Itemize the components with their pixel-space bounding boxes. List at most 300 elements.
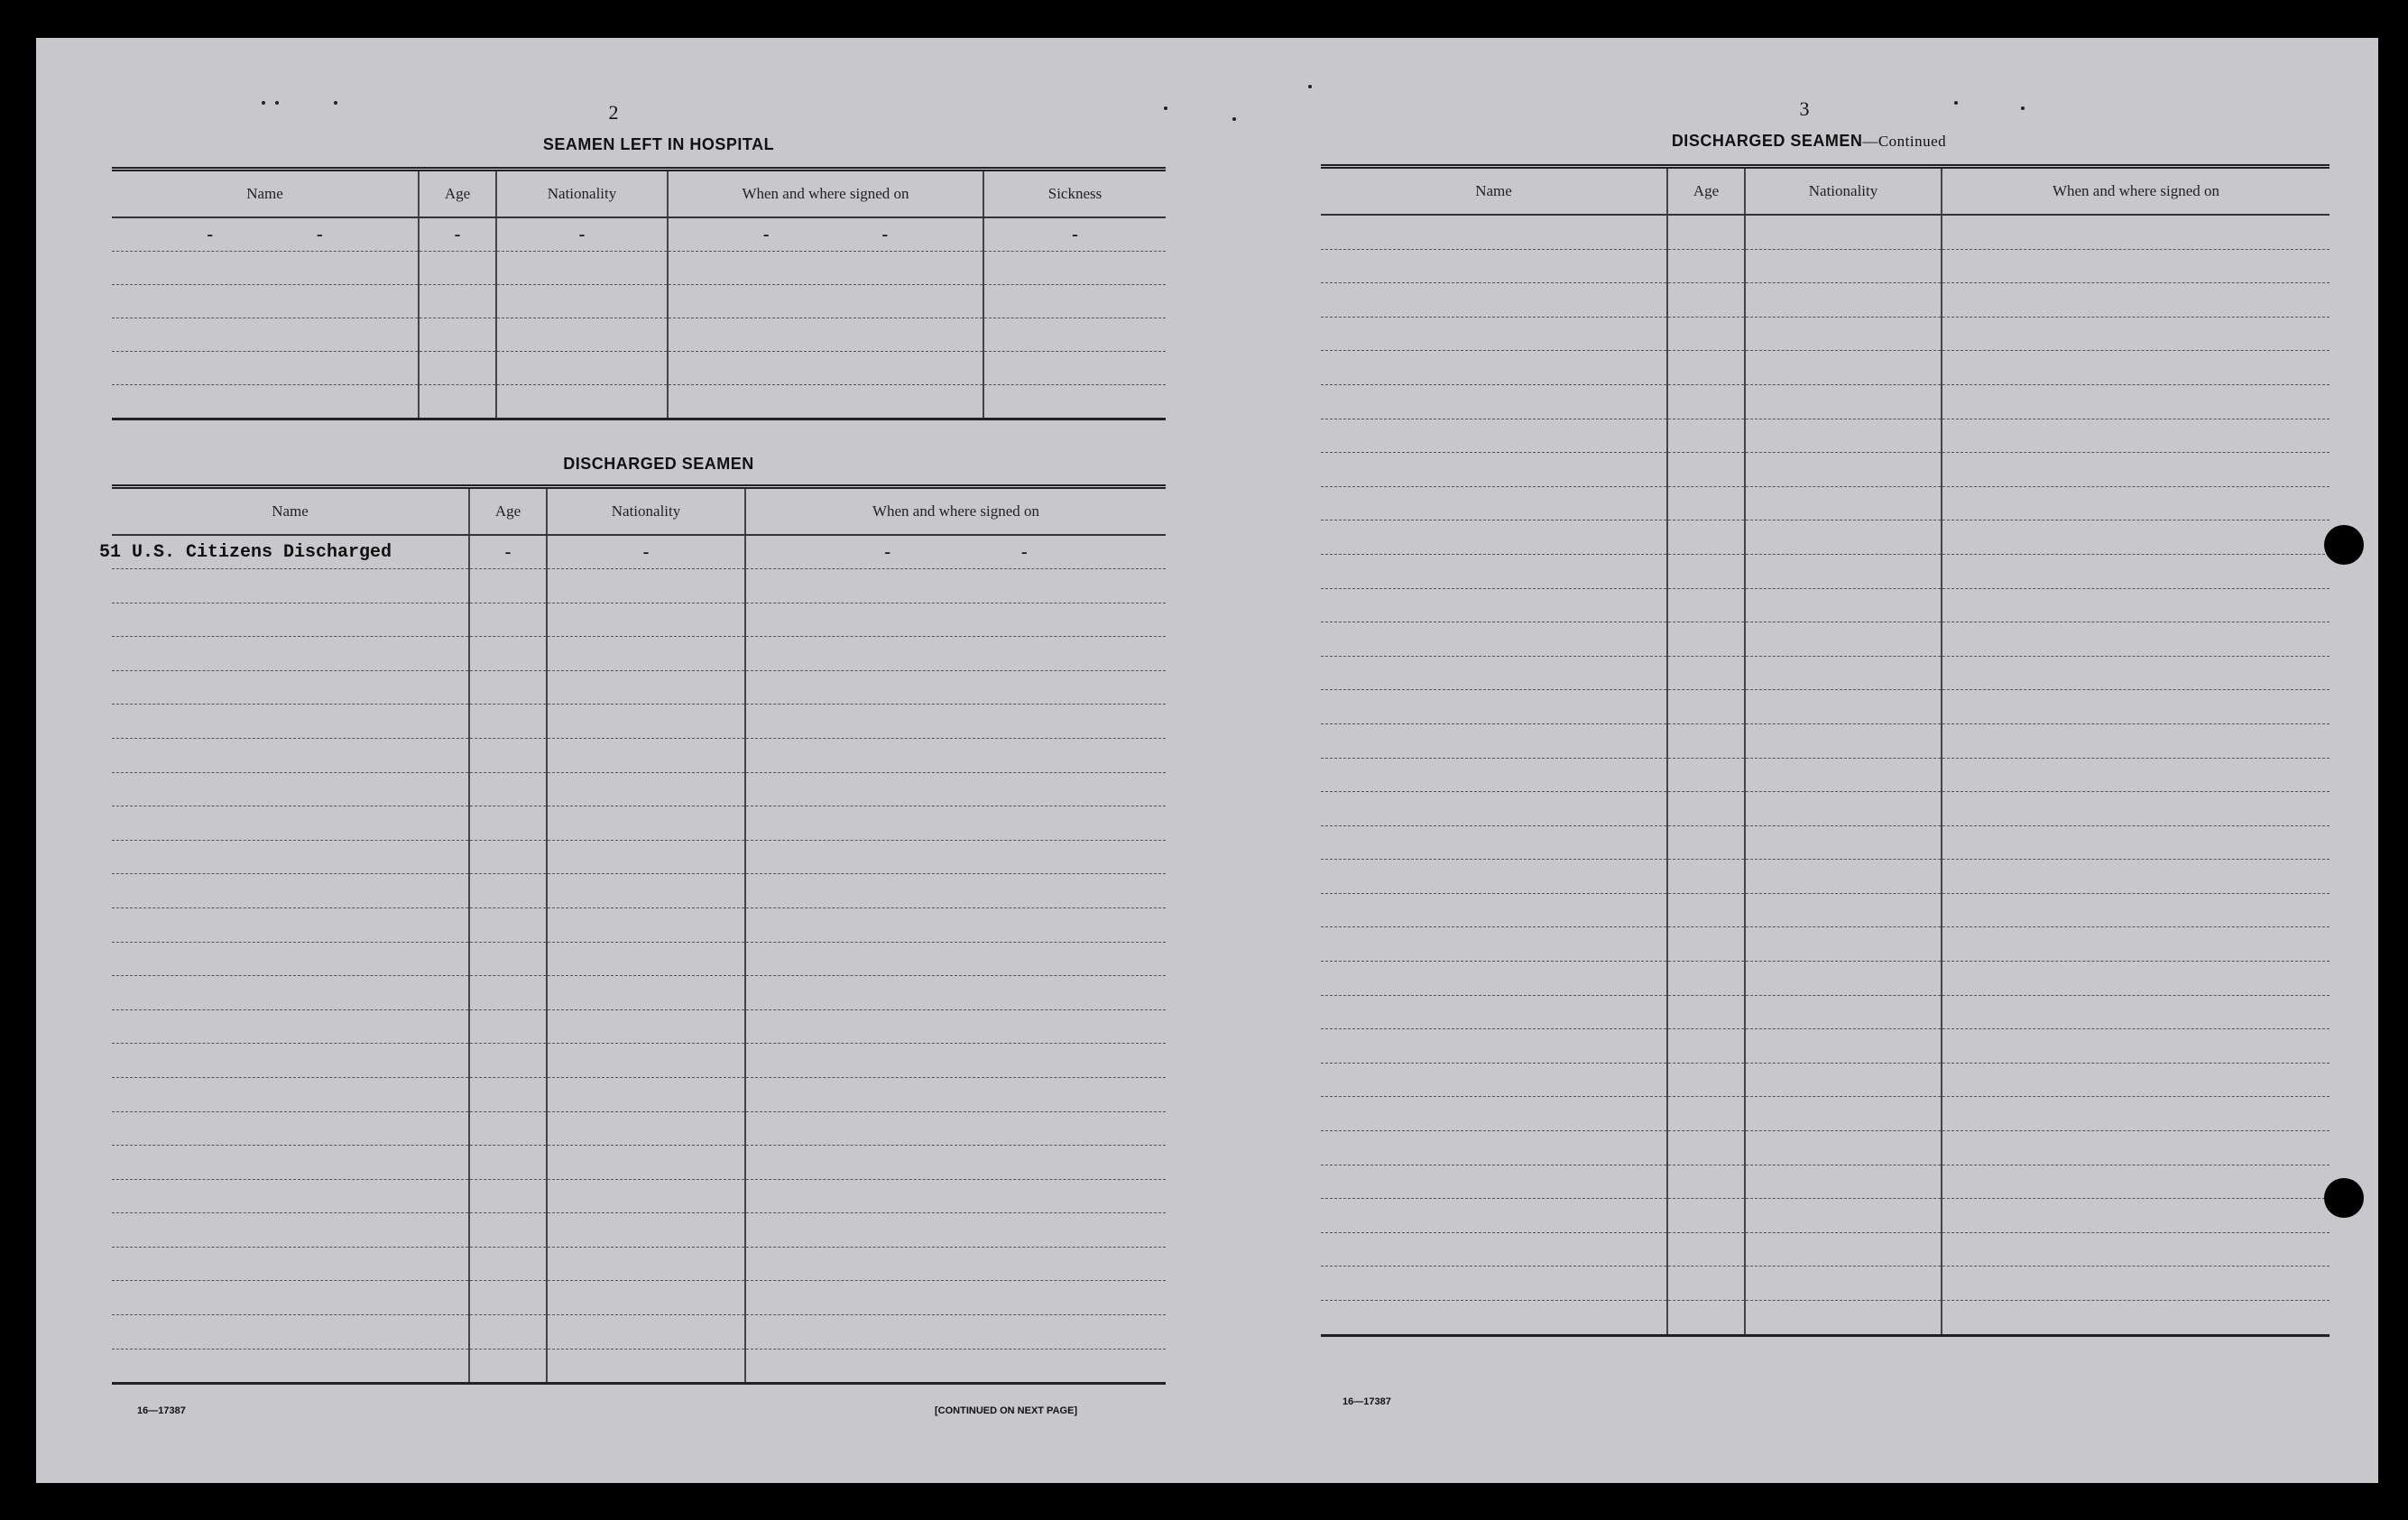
table-cell	[1745, 825, 1942, 860]
col-header-name: Name	[112, 170, 419, 218]
table-row	[112, 1009, 1166, 1044]
hospital-table	[112, 167, 1166, 420]
table-cell	[547, 1044, 745, 1078]
table-cell	[1667, 249, 1745, 283]
table-cell	[1667, 622, 1745, 657]
table-row	[1321, 1131, 2330, 1165]
table-cell	[1321, 995, 1667, 1029]
table-cell	[469, 907, 547, 942]
table-row	[112, 1077, 1166, 1111]
table-cell	[1745, 1097, 1942, 1131]
right-section-title	[1435, 132, 2183, 151]
table-cell	[1321, 792, 1667, 826]
table-cell	[1667, 1267, 1745, 1301]
table-cell	[745, 738, 1166, 772]
table-row	[1321, 1063, 2330, 1097]
table-cell	[1942, 927, 2330, 962]
table-cell	[1745, 690, 1942, 724]
table-cell	[1321, 384, 1667, 419]
print-code: 16—17387	[137, 1405, 186, 1416]
table-cell	[112, 670, 469, 705]
paper-speck	[1164, 106, 1167, 110]
page-number: 2	[608, 101, 619, 124]
discharged-section-title: DISCHARGED SEAMEN	[563, 455, 754, 473]
table-cell	[547, 705, 745, 739]
table-cell	[1667, 995, 1745, 1029]
table-row	[1321, 249, 2330, 283]
table-cell	[469, 874, 547, 908]
table-cell	[1667, 1232, 1745, 1267]
table-cell	[469, 670, 547, 705]
table-cell	[1321, 453, 1667, 487]
table-row	[1321, 384, 2330, 419]
table-row	[1321, 215, 2330, 249]
table-row	[112, 874, 1166, 908]
table-cell	[1667, 317, 1745, 351]
table-cell	[469, 1146, 547, 1180]
table-cell	[1745, 1131, 1942, 1165]
table-cell: - -	[745, 535, 1166, 569]
table-cell	[1321, 1301, 1667, 1336]
table-cell	[1745, 860, 1942, 894]
table-cell	[1667, 690, 1745, 724]
table-cell	[1667, 962, 1745, 996]
table-cell	[1321, 554, 1667, 588]
table-cell	[1321, 1267, 1667, 1301]
table-cell	[1942, 1029, 2330, 1064]
table-cell	[469, 1349, 547, 1384]
table-row	[112, 907, 1166, 942]
table-cell	[469, 942, 547, 976]
table-cell	[1667, 860, 1745, 894]
table-cell	[112, 874, 469, 908]
table-cell	[1321, 419, 1667, 453]
table-cell	[469, 1315, 547, 1350]
table-cell	[1942, 723, 2330, 758]
table-cell	[1321, 249, 1667, 283]
punch-hole	[2324, 525, 2364, 565]
table-row	[1321, 825, 2330, 860]
table-cell	[1321, 1063, 1667, 1097]
table-row	[1321, 893, 2330, 927]
table-cell	[469, 738, 547, 772]
table-cell	[112, 603, 469, 637]
table-row	[112, 1146, 1166, 1180]
table-cell	[469, 1111, 547, 1146]
table-cell	[1667, 486, 1745, 520]
table-row	[112, 535, 1166, 569]
table-cell	[547, 772, 745, 806]
table-cell	[1745, 588, 1942, 622]
table-cell	[745, 772, 1166, 806]
table-cell	[112, 772, 469, 806]
paper-speck	[1954, 101, 1958, 105]
table-row	[1321, 1232, 2330, 1267]
col-header-signed-on: When and where signed on	[1942, 167, 2330, 216]
table-cell	[745, 1315, 1166, 1350]
table-cell	[1321, 1232, 1667, 1267]
table-cell	[1942, 520, 2330, 555]
table-cell	[547, 603, 745, 637]
col-header-age: Age	[1667, 167, 1745, 216]
table-cell	[469, 1009, 547, 1044]
table-row	[112, 1179, 1166, 1213]
table-cell	[469, 1247, 547, 1281]
table-cell	[745, 840, 1166, 874]
table-cell	[547, 1077, 745, 1111]
paper-speck	[334, 101, 337, 105]
table-row	[112, 385, 1166, 419]
table-cell: -	[469, 535, 547, 569]
table-cell	[469, 569, 547, 603]
table-row	[112, 738, 1166, 772]
table-cell	[547, 1281, 745, 1315]
table-cell	[1745, 419, 1942, 453]
table-cell	[547, 942, 745, 976]
table-cell	[1745, 758, 1942, 792]
table-row	[1321, 656, 2330, 690]
table-cell	[1321, 1097, 1667, 1131]
table-cell	[745, 1009, 1166, 1044]
discharged-table	[99, 484, 1166, 1385]
right-section-title-suffix: —Continued	[1862, 133, 1947, 150]
page-number: 3	[1799, 97, 1810, 120]
print-code: 16—17387	[1342, 1396, 1391, 1407]
table-cell	[1321, 317, 1667, 351]
col-header-name: Name	[112, 487, 469, 536]
table-cell	[1667, 1131, 1745, 1165]
table-cell	[547, 1247, 745, 1281]
table-cell	[1942, 453, 2330, 487]
table-cell	[1942, 215, 2330, 249]
table-cell	[1942, 1165, 2330, 1199]
table-cell	[745, 569, 1166, 603]
table-cell	[1745, 995, 1942, 1029]
table-cell	[1745, 622, 1942, 657]
table-row	[1321, 622, 2330, 657]
continued-note: [CONTINUED ON NEXT PAGE]	[935, 1405, 1078, 1416]
table-row	[1321, 1267, 2330, 1301]
table-cell	[547, 1146, 745, 1180]
table-cell	[112, 942, 469, 976]
table-cell	[547, 1179, 745, 1213]
table-cell	[547, 976, 745, 1010]
table-cell	[1942, 656, 2330, 690]
table-cell	[1321, 588, 1667, 622]
table-cell	[745, 1213, 1166, 1248]
table-cell	[1942, 962, 2330, 996]
table-row	[112, 603, 1166, 637]
table-cell	[469, 1213, 547, 1248]
punch-hole	[2324, 1178, 2364, 1218]
table-row	[112, 705, 1166, 739]
table-cell	[1942, 690, 2330, 724]
paper-speck	[2021, 106, 2025, 110]
table-cell	[1745, 1199, 1942, 1233]
table-row	[1321, 351, 2330, 385]
table-cell: -	[419, 217, 496, 252]
table-cell	[547, 738, 745, 772]
table-cell	[1321, 1029, 1667, 1064]
table-row	[1321, 927, 2330, 962]
table-cell	[469, 1179, 547, 1213]
table-cell	[547, 907, 745, 942]
table-cell	[1745, 1029, 1942, 1064]
table-row	[1321, 554, 2330, 588]
table-cell	[745, 806, 1166, 841]
table-cell	[1667, 283, 1745, 318]
table-cell	[1321, 723, 1667, 758]
hospital-section-title: SEAMEN LEFT IN HOSPITAL	[542, 135, 775, 153]
table-cell	[745, 1247, 1166, 1281]
table-cell	[1667, 1301, 1745, 1336]
table-cell: -	[547, 535, 745, 569]
table-row	[1321, 1097, 2330, 1131]
table-cell	[1667, 215, 1745, 249]
table-cell	[112, 806, 469, 841]
table-cell	[1321, 351, 1667, 385]
table-cell	[1667, 1165, 1745, 1199]
table-cell	[745, 1146, 1166, 1180]
table-cell	[1667, 453, 1745, 487]
col-header-name: Name	[1321, 167, 1667, 216]
table-cell	[1321, 758, 1667, 792]
table-cell	[112, 1044, 469, 1078]
table-cell	[1745, 1232, 1942, 1267]
table-cell	[469, 772, 547, 806]
table-cell	[1321, 656, 1667, 690]
table-cell	[112, 705, 469, 739]
table-cell	[1667, 520, 1745, 555]
discharged-continued-table	[1321, 164, 2330, 1337]
table-cell	[745, 603, 1166, 637]
table-cell	[112, 1349, 469, 1384]
table-cell	[1942, 1301, 2330, 1336]
table-row	[1321, 317, 2330, 351]
table-cell	[745, 705, 1166, 739]
table-row	[1321, 690, 2330, 724]
col-header-signed-on: When and where signed on	[745, 487, 1166, 536]
discharge-entry: 51 U.S. Citizens Discharged	[99, 535, 457, 569]
table-cell	[547, 1349, 745, 1384]
table-row	[112, 1111, 1166, 1146]
table-cell	[1321, 486, 1667, 520]
table-cell	[112, 976, 469, 1010]
table-cell	[1667, 419, 1745, 453]
table-cell	[1667, 758, 1745, 792]
table-cell	[547, 1009, 745, 1044]
table-row	[1321, 419, 2330, 453]
table-cell	[1745, 723, 1942, 758]
table-cell	[1321, 825, 1667, 860]
table-row	[112, 318, 1166, 352]
table-row	[112, 1247, 1166, 1281]
table-row	[1321, 860, 2330, 894]
table-cell	[1321, 690, 1667, 724]
col-header-nationality: Nationality	[547, 487, 745, 536]
table-cell	[547, 806, 745, 841]
table-row	[112, 1281, 1166, 1315]
table-row	[1321, 1029, 2330, 1064]
table-cell	[745, 1044, 1166, 1078]
table-cell	[469, 1044, 547, 1078]
table-cell	[1667, 825, 1745, 860]
table-cell	[1745, 1165, 1942, 1199]
table-row	[1321, 588, 2330, 622]
table-cell	[1745, 520, 1942, 555]
table-cell	[112, 1281, 469, 1315]
table-cell	[547, 670, 745, 705]
table-row	[1321, 995, 2330, 1029]
table-row	[1321, 1165, 2330, 1199]
table-cell	[547, 1315, 745, 1350]
table-cell	[1942, 893, 2330, 927]
table-cell	[469, 1077, 547, 1111]
table-row	[112, 1213, 1166, 1248]
table-cell	[1745, 486, 1942, 520]
table-cell	[1745, 1063, 1942, 1097]
table-cell	[1942, 758, 2330, 792]
table-row	[112, 637, 1166, 671]
table-cell	[1942, 995, 2330, 1029]
table-cell	[1942, 554, 2330, 588]
table-cell	[1942, 317, 2330, 351]
table-cell	[1942, 283, 2330, 318]
table-cell	[1942, 486, 2330, 520]
table-row	[1321, 1301, 2330, 1336]
table-cell	[1321, 1131, 1667, 1165]
table-row	[112, 352, 1166, 385]
table-row	[112, 1349, 1166, 1384]
table-cell	[469, 637, 547, 671]
table-cell	[1321, 215, 1667, 249]
table-cell	[1942, 384, 2330, 419]
table-cell	[112, 907, 469, 942]
table-row	[1321, 486, 2330, 520]
table-cell	[745, 1281, 1166, 1315]
table-cell	[112, 840, 469, 874]
table-cell	[1942, 1232, 2330, 1267]
right-section-title-main: DISCHARGED SEAMEN	[1671, 132, 1863, 150]
table-cell	[112, 738, 469, 772]
table-cell	[469, 603, 547, 637]
table-cell	[1667, 1097, 1745, 1131]
table-cell	[1942, 622, 2330, 657]
table-cell	[1321, 1165, 1667, 1199]
table-cell	[1942, 792, 2330, 826]
table-cell	[745, 1111, 1166, 1146]
table-cell	[1667, 1063, 1745, 1097]
table-cell	[745, 1349, 1166, 1384]
table-cell	[1942, 1097, 2330, 1131]
table-cell	[1942, 351, 2330, 385]
table-cell	[745, 976, 1166, 1010]
table-row	[1321, 520, 2330, 555]
table-cell	[1321, 622, 1667, 657]
table-cell: -	[496, 217, 668, 252]
table-cell	[547, 1213, 745, 1248]
table-cell	[1942, 1267, 2330, 1301]
paper-speck	[275, 101, 279, 105]
table-cell	[469, 806, 547, 841]
table-cell: - -	[668, 217, 983, 252]
col-header-nationality: Nationality	[1745, 167, 1942, 216]
table-cell	[745, 1179, 1166, 1213]
table-cell	[1321, 1199, 1667, 1233]
table-row	[1321, 1199, 2330, 1233]
table-cell	[1667, 384, 1745, 419]
col-header-nationality: Nationality	[496, 170, 668, 218]
paper-speck	[1232, 117, 1236, 121]
table-cell	[1942, 588, 2330, 622]
table-row	[1321, 453, 2330, 487]
table-cell	[1745, 962, 1942, 996]
table-cell	[469, 840, 547, 874]
table-cell	[1667, 656, 1745, 690]
table-cell	[1942, 419, 2330, 453]
col-header-sickness: Sickness	[983, 170, 1166, 218]
table-cell	[112, 1077, 469, 1111]
table-cell	[1667, 588, 1745, 622]
table-row	[1321, 792, 2330, 826]
table-cell	[1667, 927, 1745, 962]
table-row	[1321, 283, 2330, 318]
table-row	[112, 772, 1166, 806]
table-row	[112, 976, 1166, 1010]
table-row	[112, 1044, 1166, 1078]
table-cell	[1321, 893, 1667, 927]
table-cell	[1942, 249, 2330, 283]
table-row	[112, 217, 1166, 252]
table-cell	[112, 1179, 469, 1213]
table-cell	[745, 907, 1166, 942]
table-cell	[112, 1247, 469, 1281]
table-cell	[1745, 384, 1942, 419]
table-cell	[1942, 1063, 2330, 1097]
table-row	[112, 569, 1166, 603]
table-cell	[112, 569, 469, 603]
table-cell	[1942, 825, 2330, 860]
paper-speck	[1308, 85, 1312, 88]
col-header-age: Age	[469, 487, 547, 536]
table-cell: - -	[112, 217, 419, 252]
table-row	[1321, 723, 2330, 758]
table-cell	[1667, 351, 1745, 385]
table-row	[112, 252, 1166, 285]
table-cell	[112, 1009, 469, 1044]
table-cell	[745, 942, 1166, 976]
table-cell	[1321, 283, 1667, 318]
paper-speck	[262, 101, 265, 105]
table-cell	[547, 1111, 745, 1146]
table-cell	[112, 1111, 469, 1146]
table-cell	[547, 840, 745, 874]
table-cell	[1745, 317, 1942, 351]
table-cell	[1321, 860, 1667, 894]
table-row	[1321, 758, 2330, 792]
table-cell	[112, 1146, 469, 1180]
right-page	[1209, 38, 2378, 1483]
table-cell	[112, 637, 469, 671]
table-cell	[1745, 1267, 1942, 1301]
table-cell	[1321, 962, 1667, 996]
table-cell	[1745, 351, 1942, 385]
table-cell	[1745, 453, 1942, 487]
table-cell	[745, 637, 1166, 671]
table-row	[112, 285, 1166, 318]
table-cell	[1942, 1199, 2330, 1233]
left-page	[36, 38, 1209, 1483]
